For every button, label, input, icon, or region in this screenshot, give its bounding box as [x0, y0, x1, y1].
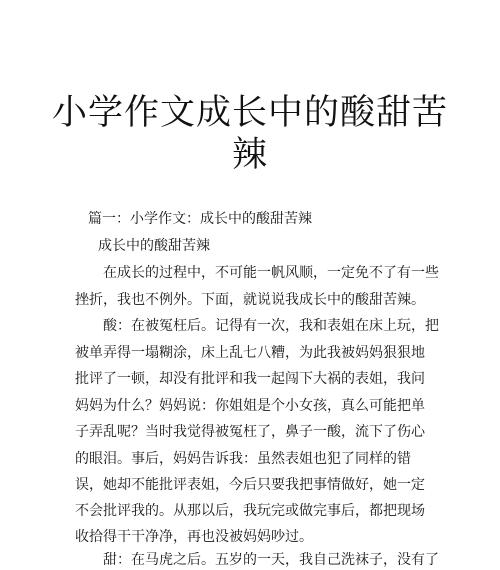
paragraph-line: 收拾得干干净净，再也没被妈妈吵过。 — [75, 529, 313, 545]
document-title-line-2: 辣 — [231, 135, 268, 175]
document-title-line-1: 小学作文成长中的酸甜苦 — [51, 93, 448, 133]
paragraph-line: 甜：在马虎之后。五岁的一天，我自己洗袜子，没有了 — [103, 552, 439, 568]
essay-subtitle: 成长中的酸甜苦辣 — [98, 238, 210, 254]
paragraph-line: 被单弄得一塌糊涂，床上乱七八糟，为此我被妈妈狠狠地 — [75, 345, 425, 361]
paragraph-line: 不会批评我的。从那以后，我玩完或做完事后，都把现场 — [75, 503, 425, 519]
paragraph-line: 的眼泪。事后，妈妈告诉我：虽然表姐也犯了同样的错 — [75, 451, 411, 467]
paragraph-line: 挫折，我也不例外。下面，就说说我成长中的酸甜苦辣。 — [75, 292, 425, 308]
section-heading: 篇一：小学作文：成长中的酸甜苦辣 — [88, 211, 312, 227]
paragraph-line: 妈妈为什么？妈妈说：你姐姐是个小女孩，真么可能把单 — [75, 398, 425, 414]
paragraph-line: 批评了一顿，却没有批评和我一起闯下大祸的表姐，我问 — [75, 371, 425, 387]
paragraph-line: 在成长的过程中，不可能一帆风顺，一定免不了有一些 — [103, 265, 439, 281]
paragraph-line: 子弄乱呢？当时我觉得被冤枉了，鼻子一酸，流下了伤心 — [75, 424, 425, 440]
paragraph-line: 误，她却不能批评表姐，今后只要我把事情做好，她一定 — [75, 477, 425, 493]
paragraph-line: 酸：在被冤枉后。记得有一次，我和表姐在床上玩，把 — [103, 318, 439, 334]
